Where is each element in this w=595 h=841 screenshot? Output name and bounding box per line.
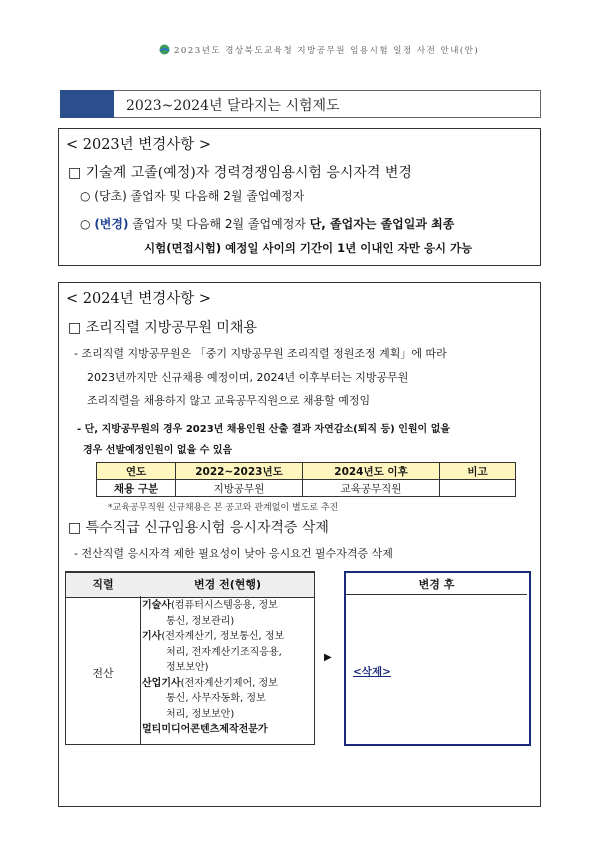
cert-series-value: 전산 [92, 667, 114, 680]
paragraph-3: - 전산직렬 응시자격 제한 필요성이 낮아 응시요건 필수자격증 삭제 [74, 547, 393, 560]
cert-type: 기사 [142, 631, 162, 642]
page-header: 2023년도 경상북도교육청 지방공무원 임용시험 일정 사전 안내(안) [174, 46, 480, 56]
section-2024-heading: < 2024년 변경사항 > [66, 291, 212, 307]
title-accent-block [60, 90, 114, 118]
change-condition-line2: 시험(면접시험) 예정일 사이의 기간이 1년 이내인 자만 응시 가능 [144, 241, 473, 255]
emblem-logo-icon [159, 44, 170, 55]
table-cell: 채용 구분 [97, 480, 176, 497]
table-header-row [97, 463, 516, 480]
cert-line [142, 676, 312, 692]
section-2023-heading: < 2023년 변경사항 > [66, 137, 212, 153]
section-2024-item-2: □ 특수직급 신규임용시험 응시자격증 삭제 [68, 520, 329, 536]
cert-after-box [344, 571, 531, 746]
section-2023-item: □ 기술계 고졸(예정)자 경력경쟁임용시험 응시자격 변경 [68, 165, 412, 181]
cert-line: 처리, 정보보안) [166, 708, 235, 720]
cert-line [142, 598, 312, 614]
cert-line [142, 629, 312, 645]
change-tag: (변경) [94, 217, 129, 231]
cert-header-series: 직렬 [92, 578, 114, 591]
section-2024-item-1: □ 조리직렬 지방공무원 미채용 [68, 320, 257, 336]
paragraph-2-line-2: 경우 선발예정인원이 없을 수 있음 [83, 445, 233, 456]
change-text: 졸업자 및 다음해 2월 졸업예정자 [132, 217, 306, 231]
arrow-right-icon: ▶ [324, 652, 332, 663]
cert-detail: (컴퓨터시스템응용, 정보 [170, 600, 278, 611]
table-row [97, 480, 516, 497]
cert-line: 통신, 사무자동화, 정보 [166, 693, 266, 704]
page-title: 2023~2024년 달라지는 시험제도 [126, 98, 340, 114]
hiring-table [96, 462, 516, 497]
paragraph-2-line-1: - 단, 지방공무원의 경우 2023년 채용인원 산출 결과 자연감소(퇴직 등) 인원이 없을 [77, 424, 451, 435]
cert-type: 산업기사 [142, 677, 181, 689]
table-header-cell: 연도 [97, 463, 176, 480]
cert-detail: (전자계산기제어, 정보 [180, 677, 278, 689]
table-header-cell: 비고 [440, 463, 516, 480]
paragraph-1-line-3: 조리직렬을 채용하지 않고 교육공무직원으로 채용할 예정임 [87, 394, 371, 407]
cert-line: 멀티미디어콘텐츠제작전문가 [142, 724, 268, 735]
table-header-cell: 2022~2023년도 [176, 463, 303, 480]
before-change-line: ○ (당초) 졸업자 및 다음해 2월 졸업예정자 [80, 189, 305, 203]
cert-line: 통신, 정보관리) [166, 615, 235, 627]
cert-line: 처리, 전자계산기조직응용, [166, 646, 282, 658]
table-footnote: *교육공무직원 신규채용은 본 공고와 관계없이 별도로 추진 [108, 503, 339, 513]
table-header-cell: 2024년도 이후 [303, 463, 440, 480]
bullet-circle: ○ [80, 217, 91, 231]
cert-header-before: 변경 전(현행) [193, 578, 261, 591]
cert-detail: (전자계산기, 정보통신, 정보 [161, 631, 285, 642]
cert-before-list [142, 598, 312, 738]
cert-header-after: 변경 후 [418, 578, 455, 591]
cert-line: 정보보안) [166, 662, 209, 673]
paragraph-1-line-2: 2023년까지만 신규채용 예정이며, 2024년 이후부터는 지방공무원 [87, 371, 409, 384]
after-change-line [80, 215, 454, 232]
table-cell [440, 480, 516, 497]
deleted-label: <삭제> [353, 666, 391, 678]
table-cell: 교육공무직원 [303, 480, 440, 497]
cert-after-divider [346, 594, 527, 595]
change-condition: 단, 졸업자는 졸업일과 최종 [309, 217, 455, 231]
paragraph-1-line-1: - 조리직렬 지방공무원은 「중기 지방공무원 조리직렬 정원조정 계획」에 따라 [74, 347, 447, 360]
table-cell: 지방공무원 [176, 480, 303, 497]
cert-type: 기술사 [142, 600, 171, 611]
